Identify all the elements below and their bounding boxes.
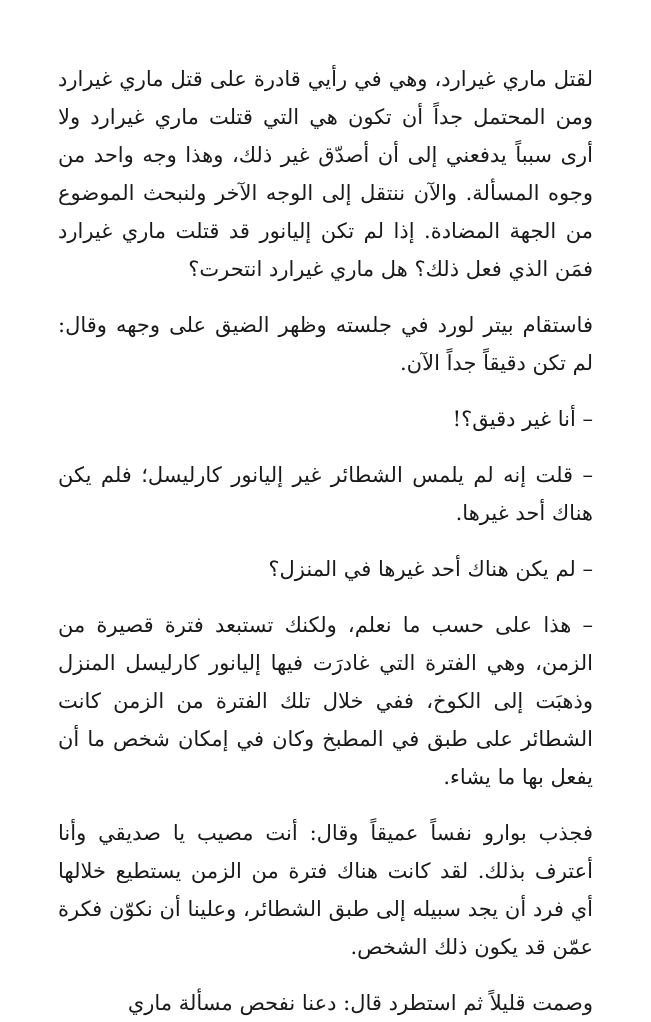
paragraph-1: لقتل ماري غيرارد، وهي في رأيي قادرة على قتل ماري غيرارد ومن المحتمل جداً أن تكون هي التي قتلت ماري غيرارد ولا أرى سبباً يدفعني إلى أن أصدّق غير ذلك، وهذا وجه واحد من وجوه المسألة. والآن ننتقل إلى الوجه الآخر ولنبحث الموضوع من الجهة المضادة. إذا لم تكن إليانور قد قتلت ماري غيرارد فمَن الذي فعل ذلك؟ هل ماري غيرارد انتحرت؟	[58, 67, 593, 281]
paragraph-8: وصمت قليلاً ثم استطرد قال: دعنا نفحص مسألة ماري	[127, 991, 593, 1015]
paragraph-7: فجذب بوارو نفساً عميقاً وقال: أنت مصيب يا صديقي وأنا أعترف بذلك. لقد كانت هناك فترة من الزمن يستطيع خلالها أي فرد أن يجد سبيله إلى طبق الشطائر، وعلينا أن نكوّن فكرة عمّن قد يكون ذلك الشخص.	[58, 821, 593, 959]
paragraph-6: – هذا على حسب ما نعلم، ولكنك تستبعد فترة قصيرة من الزمن، وهي الفترة التي غادرَت فيها إليانور كارليسل المنزل وذهبَت إلى الكوخ، ففي خلال تلك الفترة من الزمن كانت الشطائر على طبق في المطبخ وكان في إمكان شخص ما أن يفعل بها ما يشاء.	[58, 613, 593, 789]
paragraph-5: – لم يكن هناك أحد غيرها في المنزل؟	[268, 557, 593, 581]
paragraph-2: فاستقام بيتر لورد في جلسته وظهر الضيق على وجهه وقال: لم تكن دقيقاً جداً الآن.	[58, 313, 593, 375]
paragraph-4: – قلت إنه لم يلمس الشطائر غير إليانور كارليسل؛ فلم يكن هناك أحد غيرها.	[58, 463, 593, 525]
paragraph-3: – أنا غير دقيق؟!	[452, 407, 593, 431]
